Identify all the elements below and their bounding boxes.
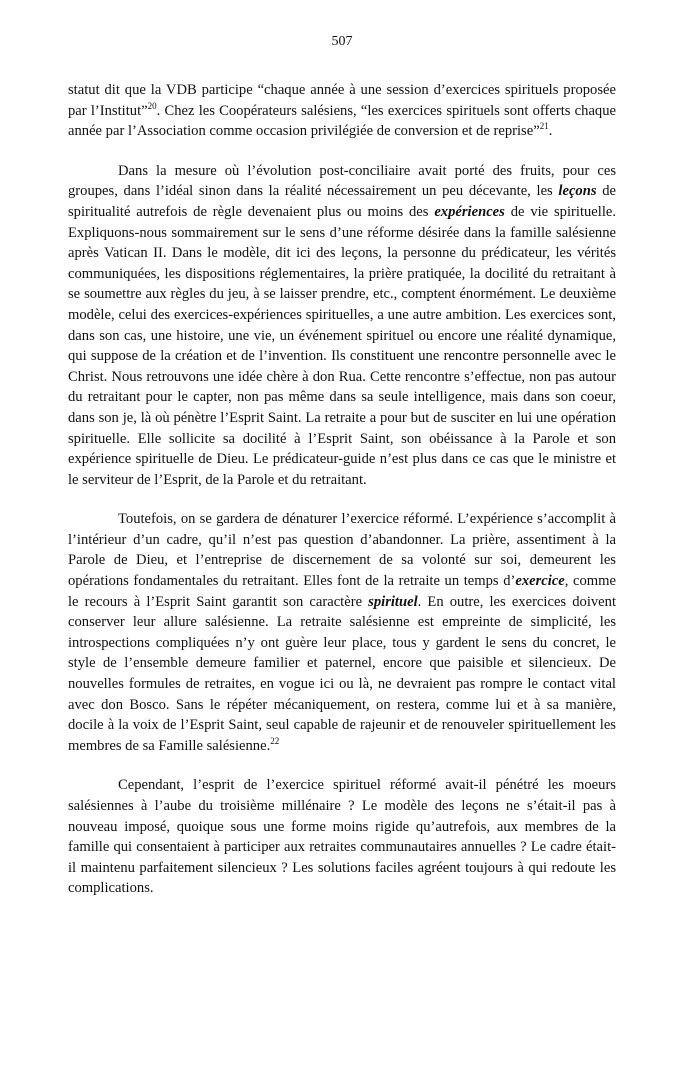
text-run: statut dit que la VDB participe “chaque année à une session d’exercices spirituels proposée par l’Institut” [68, 82, 616, 119]
footnote-marker: 21 [539, 121, 549, 132]
paragraph [68, 509, 616, 756]
body-text [68, 80, 616, 899]
text-run: . Chez les Coopérateurs salésiens, “les exercices spirituels sont offerts chaque année par l’Association comme occasion privilégiée de conversion et de reprise” [68, 102, 616, 140]
text-run: de vie spirituelle. Expliquons-nous sommairement sur le sens d’une réforme désirée dans la famille salésienne après Vatican II. Dans le modèle, dit ici des leçons, la personne du prédicateur, les vérités communiquées, les dispositions réglementaires, la prière pratiquée, la docilité du retraitant à se soumettre aux règles du jeu, à se laisser prendre, etc., comptent énormément. Le deuxième modèle, celui des exercices-expériences spirituelles, a une autre ambition. Les exercices sont, dans son cas, une histoire, une vie, un événement spirituel ou encore une réalité dynamique, qui suppose de la création et de l’invention. Ils constituent une rencontre personnelle avec le Christ. Nous retrouvons une idée chère à don Rua. Cette rencontre s’effectue, non pas autour du retraitant pour le capter, non pas même dans sa seule intelligence, mais dans son coeur, dans son je, là où pénètre l’Esprit Saint. La retraite a pour but de susciter en lui une opération spirituelle. Elle sollicite sa docilité à l’Esprit Saint, son obéissance à la Parole et son expérience spirituelle de Dieu. Le prédicateur-guide n’est plus dans ce cas que le ministre et le serviteur de l’Esprit, de la Parole et du retraitant. [68, 203, 617, 488]
emphasis-text: spirituel [368, 593, 418, 610]
text-run: , comme le recours à l’Esprit Saint garantit son caractère [68, 573, 616, 610]
text-run: . [548, 123, 553, 140]
text-run: Toutefois, on se gardera de dénaturer l’exercice réformé. L’expérience s’accomplit à l’intérieur d’un cadre, qu’il n’est pas question d’abandonner. La prière, assentiment à la Parole de Dieu, et l’entreprise de discernement de sa volonté sur soi, demeurent les opérations fondamentales du retraitant. Elles font de la retraite un temps d’ [68, 511, 616, 590]
emphasis-text: exercice [515, 573, 565, 590]
text-run: . En outre, les exercices doivent conserver leur allure salésienne. La retraite salésienne est empreinte de simplicité, les introspections compliquées n’y ont guère leur place, tous y gardent le sens du concret, le style de l’ensemble demeure familier et paternel, encore que paisible et silencieux. De nouvelles formules de retraites, en vogue ici ou là, ne devraient pas rompre le contact vital avec don Bosco. Sans le répéter mécaniquement, on restera, comme lui et à sa manière, docile à la voix de l’Esprit Saint, seul capable de rajeunir et de renouveler spirituellement les membres de sa Famille salésienne. [68, 593, 616, 754]
text-run: Dans la mesure où l’évolution post-conciliaire avait porté des fruits, pour ces groupes, dans l’idéal sinon dans la réalité nécessairement un peu décevante, les [68, 162, 616, 200]
emphasis-text: leçons [558, 183, 597, 200]
paragraph [68, 80, 616, 142]
text-run: de spiritualité autrefois de règle devenaient plus ou moins des [68, 183, 616, 220]
footnote-marker: 22 [270, 735, 280, 746]
paragraph [68, 775, 616, 899]
text-run: Cependant, l’esprit de l’exercice spirituel réformé avait-il pénétré les moeurs salésiennes à l’aube du troisième millénaire ? Le modèle des leçons ne s’était-il pas à nouveau imposé, quoique sous une forme moins rigide qu’autrefois, aux membres de la famille qui consentaient à participer aux retraites communautaires annuelles ? Le cadre était-il maintenu parfaitement silencieux ? Les solutions faciles agréent toujours à qui redoute les complications. [68, 777, 616, 897]
footnote-marker: 20 [147, 100, 157, 111]
emphasis-text: expériences [434, 203, 505, 220]
paragraph [68, 161, 616, 491]
page-number: 507 [331, 34, 353, 49]
